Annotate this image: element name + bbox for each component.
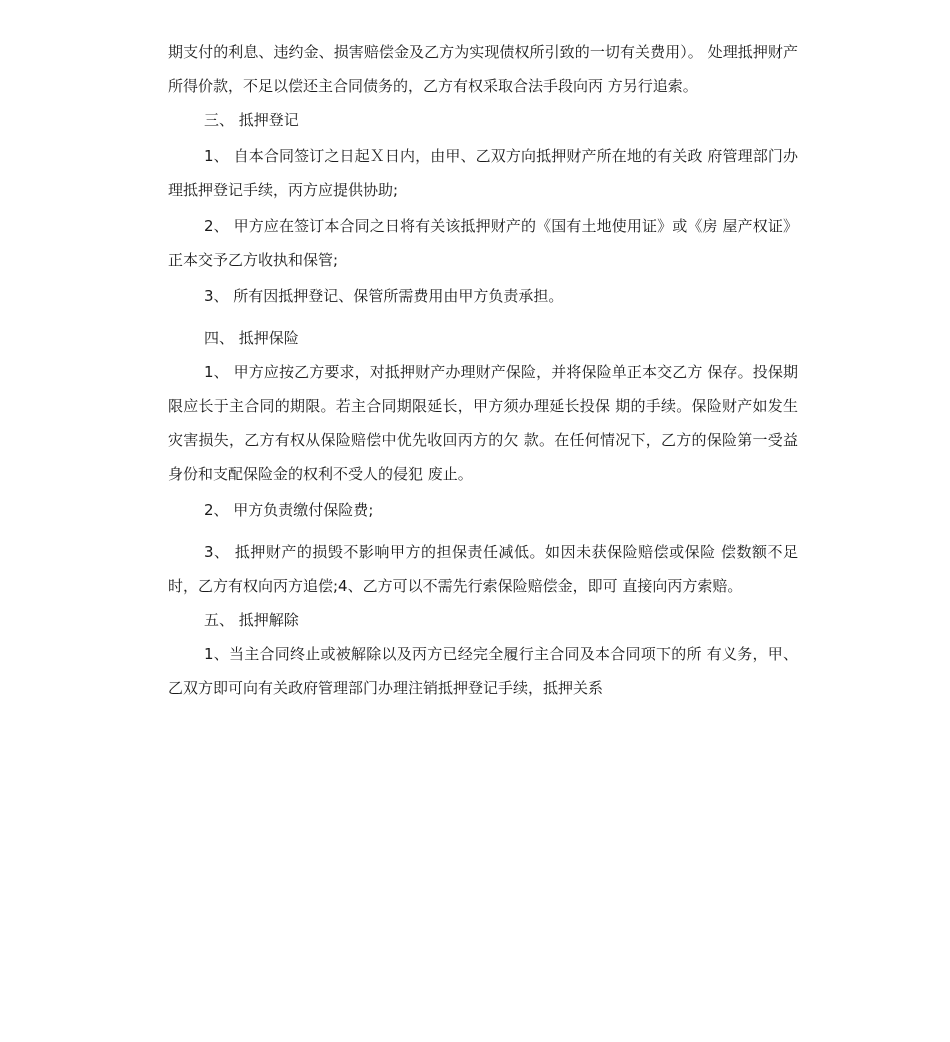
clause-5-1: 1、当主合同终止或被解除以及丙方已经完全履行主合同及本合同项下的所 有义务，甲、乙双方即可向有关政府管理部门办理注销抵押登记手续，抵押关系	[168, 645, 798, 697]
clause-4-1: 1、 甲方应按乙方要求，对抵押财产办理财产保险，并将保险单正本交乙方 保存。投保期限应长于主合同的期限。若主合同期限延长，甲方须办理延长投保 期的手续。保险财产如发生灾害损失，乙方有权从保险赔偿中优先收回丙方的欠 款。在任何情况下，乙方的保险第一受益身份和支配保险金的权利不受人的侵犯 废止。	[168, 363, 798, 483]
clause-4-3: 3、 抵押财产的损毁不影响甲方的担保责任减低。如因未获保险赔偿或保险 偿数额不足时，乙方有权向丙方追偿;4、乙方可以不需先行索保险赔偿金，即可 直接向丙方索赔。	[168, 543, 798, 595]
clause-3-1: 1、 自本合同签订之日起Ｘ日内，由甲、乙双方向抵押财产所在地的有关政 府管理部门办理抵押登记手续，丙方应提供协助;	[168, 147, 798, 199]
paragraph-collateral-proceeds: 期支付的利息、违约金、损害赔偿金及乙方为实现债权所引致的一切有关费用）。 处理抵押财产所得价款，不足以偿还主合同债务的，乙方有权采取合法手段向丙 方另行追索。	[168, 43, 798, 95]
section-heading-mortgage-registration: 三、 抵押登记	[204, 111, 299, 129]
document-page	[168, 35, 798, 705]
section-heading-mortgage-release: 五、 抵押解除	[204, 611, 299, 629]
section-heading-mortgage-insurance: 四、 抵押保险	[204, 329, 299, 347]
clause-4-2: 2、 甲方负责缴付保险费;	[204, 501, 374, 519]
clause-3-3: 3、 所有因抵押登记、保管所需费用由甲方负责承担。	[204, 287, 564, 305]
clause-3-2: 2、 甲方应在签订本合同之日将有关该抵押财产的《国有土地使用证》或《房 屋产权证》正本交予乙方收执和保管;	[168, 217, 798, 269]
